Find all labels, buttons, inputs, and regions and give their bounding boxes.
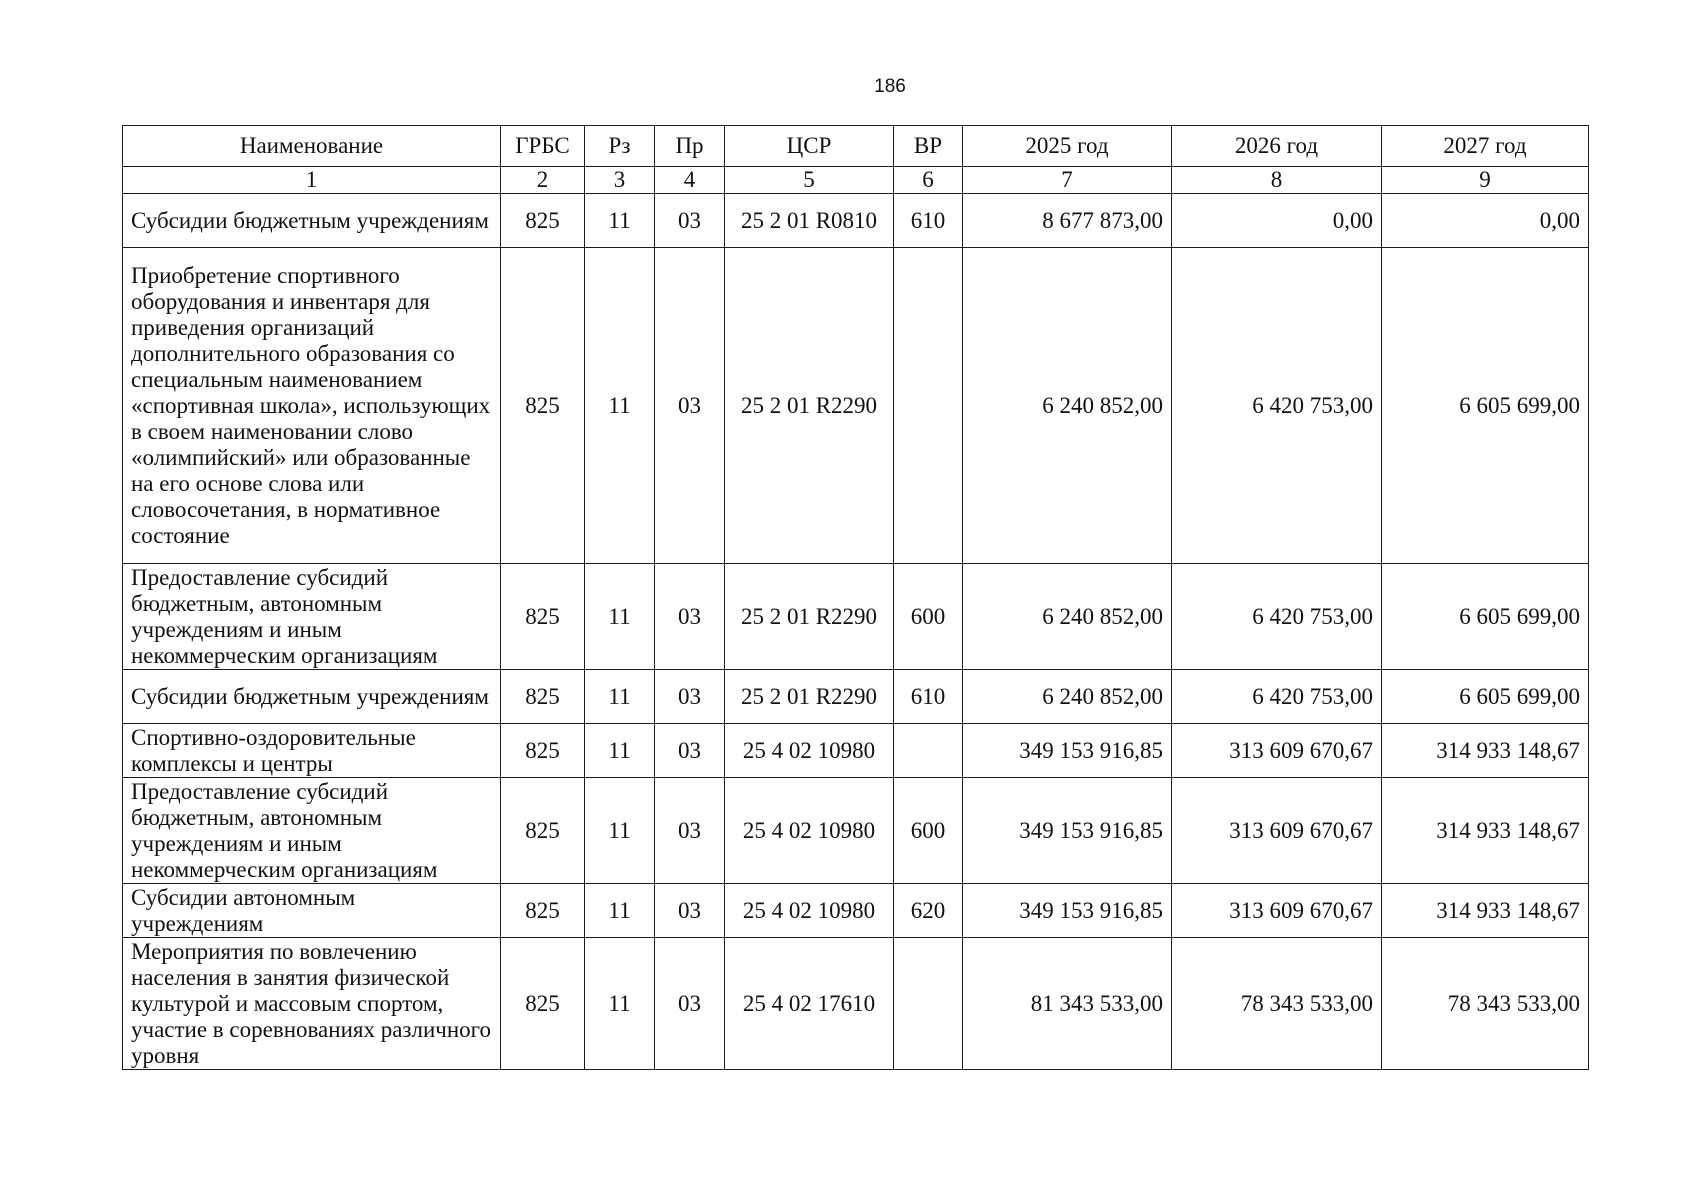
row-vr — [894, 248, 963, 564]
row-amount-2026: 313 609 670,67 — [1172, 724, 1382, 778]
row-amount-2025: 6 240 852,00 — [963, 564, 1172, 670]
row-grbs: 825 — [501, 670, 585, 724]
row-pr: 03 — [655, 724, 725, 778]
row-amount-2025: 81 343 533,00 — [963, 938, 1172, 1070]
row-name: Мероприятия по вовлечению населения в занятия физической культурой и массовым спортом, участие в соревнованиях различного уровня — [123, 938, 501, 1070]
row-amount-2025: 6 240 852,00 — [963, 248, 1172, 564]
row-amount-2025: 349 153 916,85 — [963, 724, 1172, 778]
row-name: Предоставление субсидий бюджетным, автономным учреждениям и иным некоммерческим организациям — [123, 778, 501, 884]
column-number: 1 — [123, 167, 501, 194]
row-name: Приобретение спортивного оборудования и инвентаря для приведения организаций дополнительного образования со специальным наименованием «спортивная школа», использующих в своем наименовании слово «олимпийский» или образованные на его основе слова или словосочетания, в нормативное состояние — [123, 248, 501, 564]
table-row — [123, 724, 1589, 778]
row-grbs: 825 — [501, 884, 585, 938]
column-number: 8 — [1172, 167, 1382, 194]
row-pr: 03 — [655, 778, 725, 884]
row-rz: 11 — [585, 884, 655, 938]
column-number: 6 — [894, 167, 963, 194]
column-header-rz: Рз — [585, 126, 655, 167]
row-vr: 620 — [894, 884, 963, 938]
column-header-name: Наименование — [123, 126, 501, 167]
column-number: 3 — [585, 167, 655, 194]
row-vr: 610 — [894, 194, 963, 248]
row-csr: 25 4 02 17610 — [725, 938, 894, 1070]
row-name: Субсидии бюджетным учреждениям — [123, 670, 501, 724]
row-amount-2026: 6 420 753,00 — [1172, 564, 1382, 670]
row-amount-2025: 349 153 916,85 — [963, 884, 1172, 938]
table-header-row — [123, 126, 1589, 167]
row-rz: 11 — [585, 248, 655, 564]
column-header-2026: 2026 год — [1172, 126, 1382, 167]
column-number-row — [123, 167, 1589, 194]
column-header-csr: ЦСР — [725, 126, 894, 167]
table-row — [123, 248, 1589, 564]
row-amount-2026: 313 609 670,67 — [1172, 884, 1382, 938]
row-amount-2027: 6 605 699,00 — [1382, 670, 1589, 724]
column-number: 2 — [501, 167, 585, 194]
row-grbs: 825 — [501, 564, 585, 670]
row-pr: 03 — [655, 564, 725, 670]
row-amount-2027: 314 933 148,67 — [1382, 884, 1589, 938]
row-csr: 25 2 01 R2290 — [725, 564, 894, 670]
row-amount-2025: 6 240 852,00 — [963, 670, 1172, 724]
table-row — [123, 670, 1589, 724]
row-grbs: 825 — [501, 938, 585, 1070]
row-csr: 25 4 02 10980 — [725, 778, 894, 884]
row-csr: 25 4 02 10980 — [725, 884, 894, 938]
column-header-vr: ВР — [894, 126, 963, 167]
row-amount-2027: 78 343 533,00 — [1382, 938, 1589, 1070]
row-grbs: 825 — [501, 194, 585, 248]
row-grbs: 825 — [501, 778, 585, 884]
row-amount-2025: 8 677 873,00 — [963, 194, 1172, 248]
row-csr: 25 2 01 R2290 — [725, 670, 894, 724]
row-amount-2026: 313 609 670,67 — [1172, 778, 1382, 884]
row-grbs: 825 — [501, 724, 585, 778]
column-header-2025: 2025 год — [963, 126, 1172, 167]
column-header-pr: Пр — [655, 126, 725, 167]
row-amount-2027: 314 933 148,67 — [1382, 778, 1589, 884]
row-pr: 03 — [655, 670, 725, 724]
column-number: 7 — [963, 167, 1172, 194]
row-vr: 600 — [894, 778, 963, 884]
row-vr — [894, 938, 963, 1070]
page-number: 186 — [874, 76, 906, 97]
row-name: Субсидии бюджетным учреждениям — [123, 194, 501, 248]
row-pr: 03 — [655, 938, 725, 1070]
column-number: 4 — [655, 167, 725, 194]
row-name: Субсидии автономным учреждениям — [123, 884, 501, 938]
row-rz: 11 — [585, 724, 655, 778]
row-pr: 03 — [655, 884, 725, 938]
row-amount-2026: 78 343 533,00 — [1172, 938, 1382, 1070]
table-row — [123, 938, 1589, 1070]
table-row — [123, 194, 1589, 248]
table-row — [123, 564, 1589, 670]
row-pr: 03 — [655, 194, 725, 248]
row-amount-2026: 6 420 753,00 — [1172, 670, 1382, 724]
row-vr: 610 — [894, 670, 963, 724]
row-vr — [894, 724, 963, 778]
table-row — [123, 884, 1589, 938]
row-amount-2027: 314 933 148,67 — [1382, 724, 1589, 778]
budget-table — [122, 125, 1589, 1070]
row-vr: 600 — [894, 564, 963, 670]
column-number: 9 — [1382, 167, 1589, 194]
table-row — [123, 778, 1589, 884]
row-rz: 11 — [585, 670, 655, 724]
row-amount-2026: 0,00 — [1172, 194, 1382, 248]
row-csr: 25 2 01 R2290 — [725, 248, 894, 564]
row-amount-2027: 6 605 699,00 — [1382, 564, 1589, 670]
row-pr: 03 — [655, 248, 725, 564]
row-rz: 11 — [585, 938, 655, 1070]
row-amount-2025: 349 153 916,85 — [963, 778, 1172, 884]
row-amount-2027: 6 605 699,00 — [1382, 248, 1589, 564]
row-csr: 25 4 02 10980 — [725, 724, 894, 778]
row-rz: 11 — [585, 564, 655, 670]
row-amount-2027: 0,00 — [1382, 194, 1589, 248]
column-number: 5 — [725, 167, 894, 194]
row-name: Спортивно-оздоровительные комплексы и центры — [123, 724, 501, 778]
column-header-2027: 2027 год — [1382, 126, 1589, 167]
row-name: Предоставление субсидий бюджетным, автономным учреждениям и иным некоммерческим организациям — [123, 564, 501, 670]
row-rz: 11 — [585, 194, 655, 248]
row-csr: 25 2 01 R0810 — [725, 194, 894, 248]
row-amount-2026: 6 420 753,00 — [1172, 248, 1382, 564]
row-rz: 11 — [585, 778, 655, 884]
column-header-grbs: ГРБС — [501, 126, 585, 167]
row-grbs: 825 — [501, 248, 585, 564]
